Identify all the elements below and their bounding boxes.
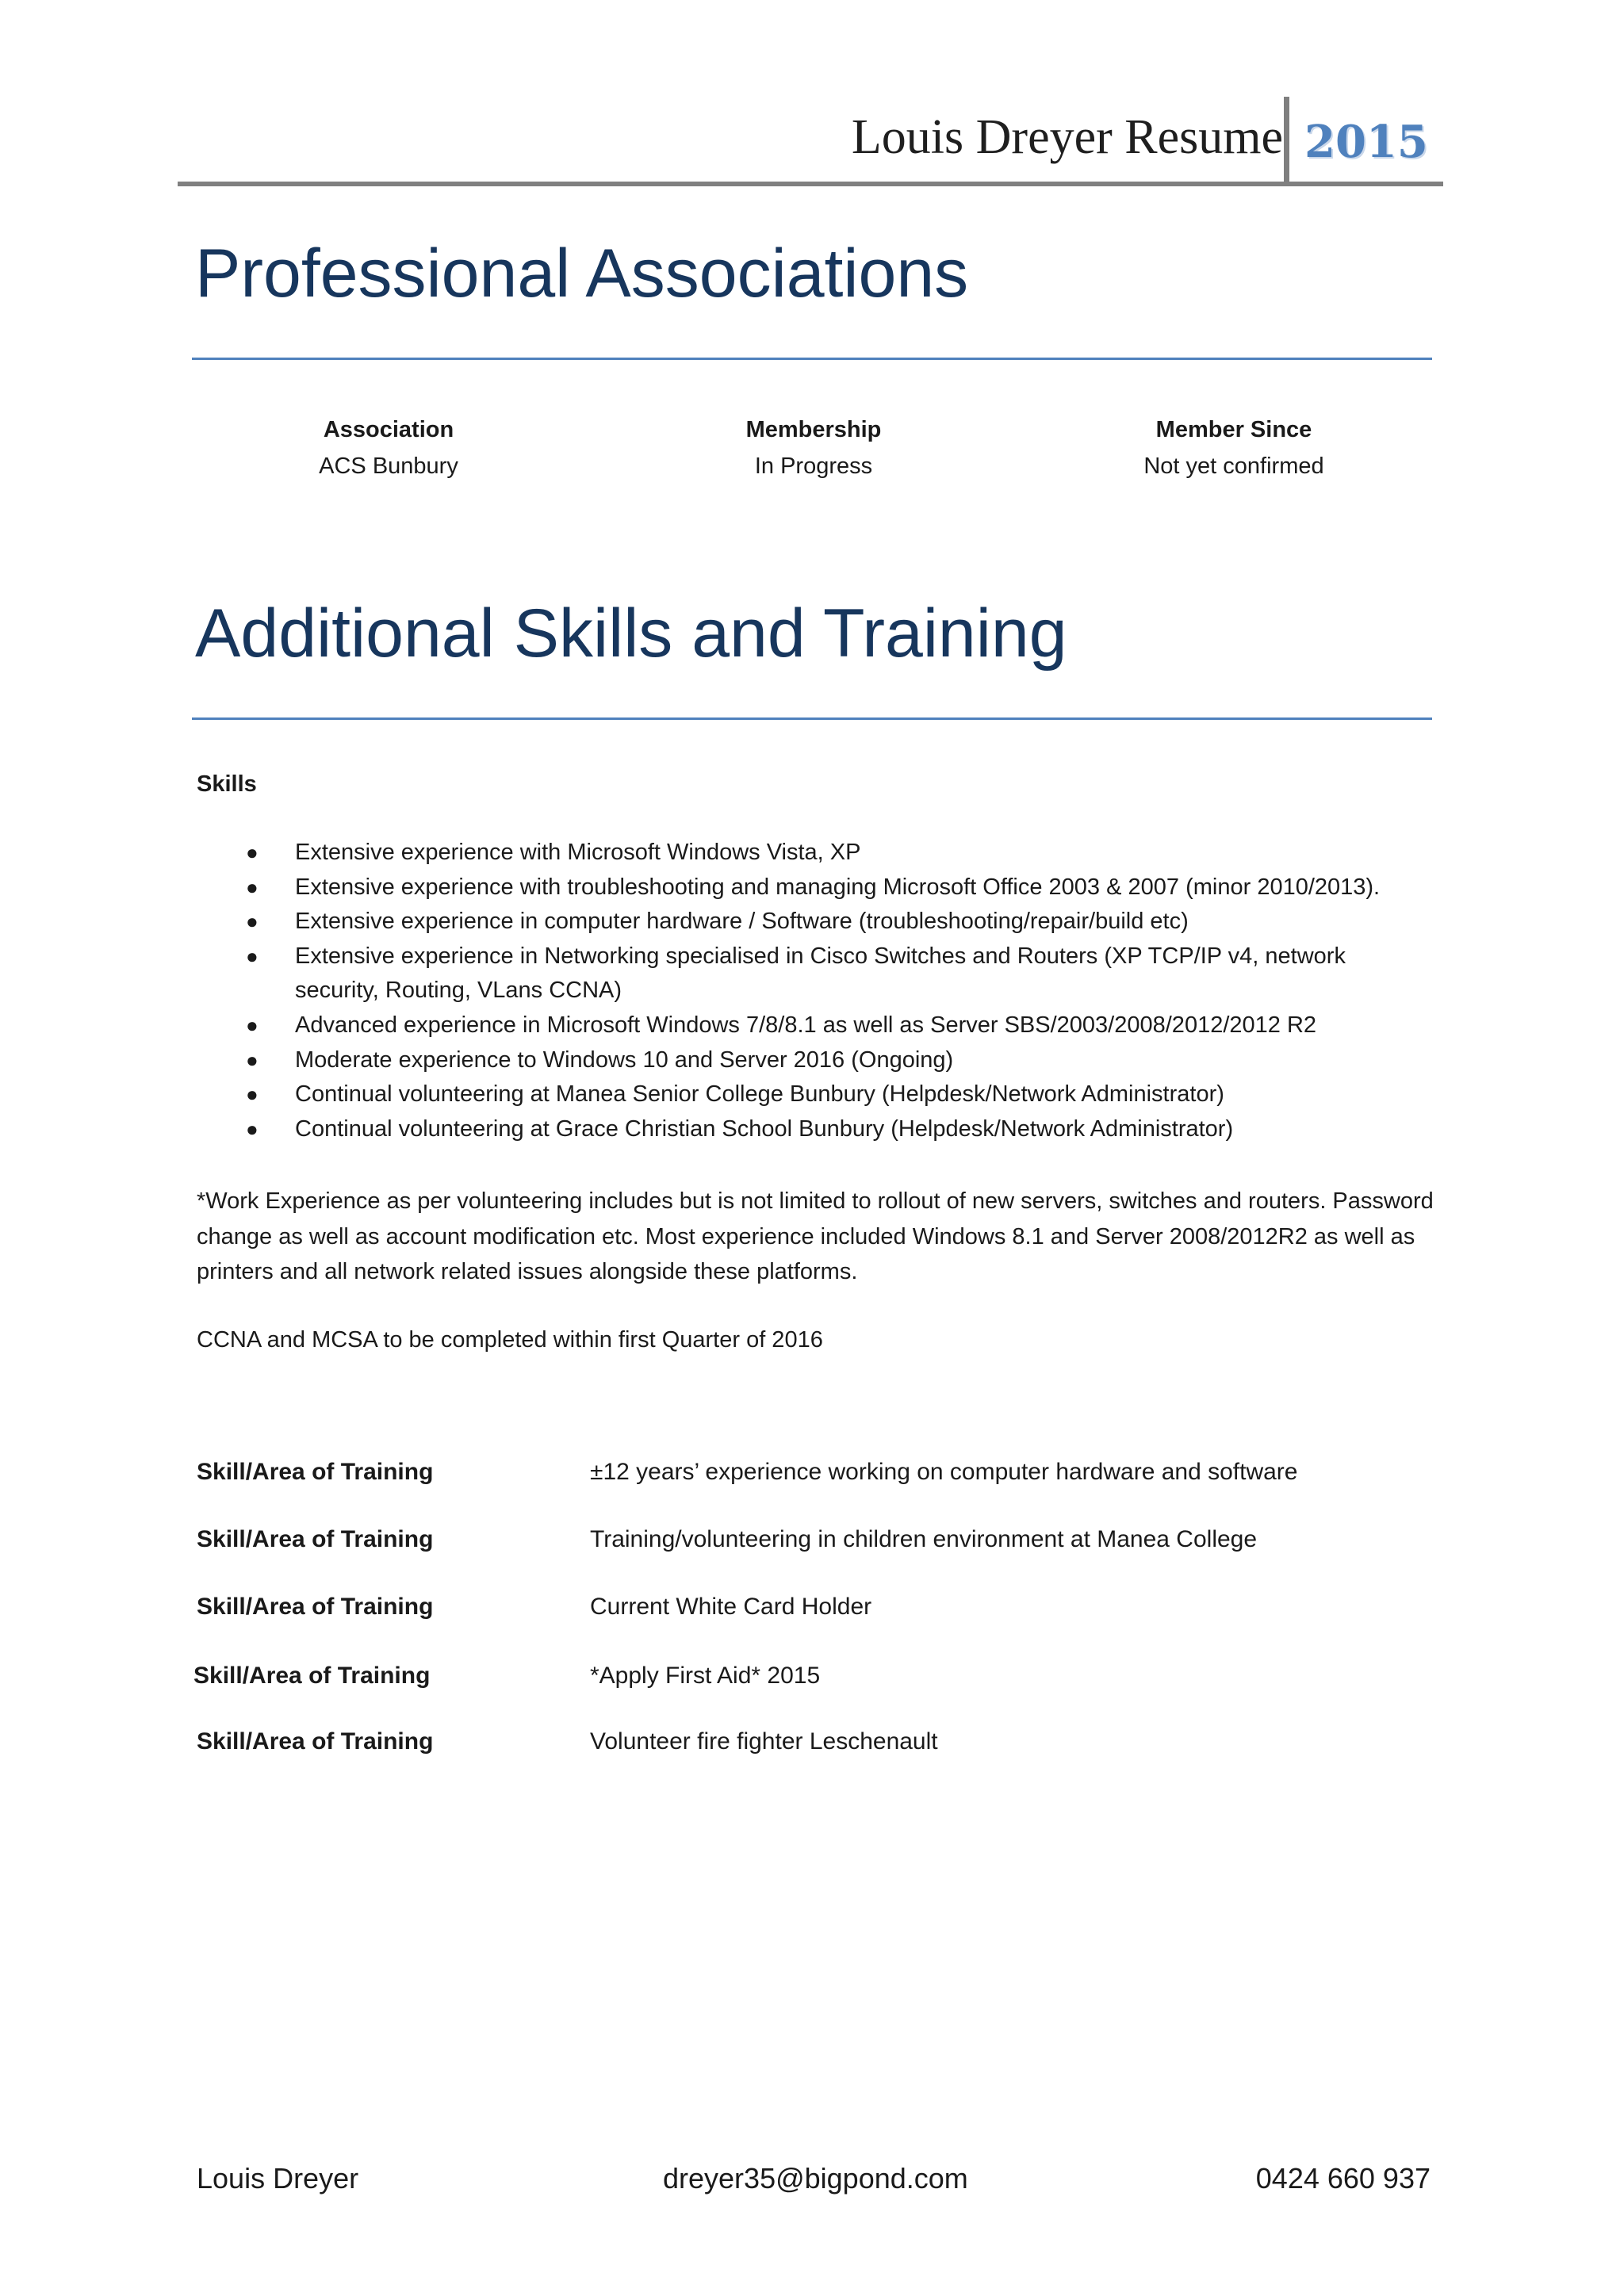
list-item: ● Continual volunteering at Manea Senior College Bunbury (Helpdesk/Network Administrator) xyxy=(246,1077,1419,1112)
association-header: Association xyxy=(323,417,454,442)
list-item: ● Extensive experience with Microsoft Windows Vista, XP xyxy=(246,836,1419,871)
training-value: ±12 years’ experience working on computer hardware and software xyxy=(590,1459,1298,1485)
certification-plan: CCNA and MCSA to be completed within first Quarter of 2016 xyxy=(197,1327,823,1353)
training-label: Skill/Area of Training xyxy=(197,1594,434,1620)
membership-value: In Progress xyxy=(754,453,873,479)
bullet-icon: ● xyxy=(246,874,259,899)
bullet-icon: ● xyxy=(246,1116,259,1141)
training-value: Current White Card Holder xyxy=(590,1594,872,1620)
header-rule xyxy=(178,182,1443,186)
list-item: ● Extensive experience with troubleshooting and managing Microsoft Office 2003 & 2007 (minor 2010/2013). xyxy=(246,871,1419,905)
member-since-column xyxy=(1020,411,1448,484)
training-value: *Apply First Aid* 2015 xyxy=(590,1663,821,1689)
footer-name: Louis Dreyer xyxy=(197,2162,359,2195)
member-since-value: Not yet confirmed xyxy=(1143,453,1324,479)
resume-year: 2015 xyxy=(1304,116,1428,168)
footer-email[interactable]: dreyer35@bigpond.com xyxy=(663,2162,968,2195)
training-label: Skill/Area of Training xyxy=(197,1526,434,1552)
member-since-header: Member Since xyxy=(1155,417,1312,442)
list-item: ● Extensive experience in computer hardware / Software (troubleshooting/repair/build etc) xyxy=(246,905,1419,939)
footer-phone: 0424 660 937 xyxy=(1255,2162,1431,2195)
list-item: ● Continual volunteering at Grace Christian School Bunbury (Helpdesk/Network Administrator) xyxy=(246,1112,1419,1147)
skills-label: Skills xyxy=(197,771,257,797)
skills-list xyxy=(246,836,1419,1146)
training-value: Volunteer fire fighter Leschenault xyxy=(590,1728,938,1755)
bullet-icon: ● xyxy=(246,1047,259,1072)
bullet-icon: ● xyxy=(246,943,259,968)
training-label: Skill/Area of Training xyxy=(193,1663,431,1689)
bullet-icon: ● xyxy=(246,909,259,934)
list-item: ● Moderate experience to Windows 10 and Server 2016 (Ongoing) xyxy=(246,1043,1419,1078)
associations-rule xyxy=(192,358,1432,360)
training-label: Skill/Area of Training xyxy=(197,1459,434,1485)
list-item: ● Extensive experience in Networking specialised in Cisco Switches and Routers (XP TCP/IP v4, network security, Routing, VLans CCNA) xyxy=(246,939,1419,1008)
bullet-icon: ● xyxy=(246,1012,259,1037)
header-separator xyxy=(1284,97,1289,182)
membership-column xyxy=(599,411,1028,484)
association-column xyxy=(174,411,603,484)
list-item: ● Advanced experience in Microsoft Windows 7/8/8.1 as well as Server SBS/2003/2008/2012/2012 R2 xyxy=(246,1008,1419,1043)
skills-heading: Additional Skills and Training xyxy=(195,595,1067,672)
training-label: Skill/Area of Training xyxy=(197,1728,434,1755)
membership-header: Membership xyxy=(745,417,882,442)
association-value: ACS Bunbury xyxy=(319,453,458,479)
bullet-icon: ● xyxy=(246,1082,259,1107)
skills-rule xyxy=(192,718,1432,720)
bullet-icon: ● xyxy=(246,840,259,864)
resume-title: Louis Dreyer Resume xyxy=(851,110,1283,164)
associations-heading: Professional Associations xyxy=(195,235,969,312)
work-experience-note: *Work Experience as per volunteering includes but is not limited to rollout of new servers, switches and routers. Password change as well as account modification etc. Most experience included Windows 8.1 and Server 2008/2012R2 as well as printers and all network related issues alongside these platforms. xyxy=(197,1188,1434,1284)
training-value: Training/volunteering in children environment at Manea College xyxy=(590,1526,1258,1552)
